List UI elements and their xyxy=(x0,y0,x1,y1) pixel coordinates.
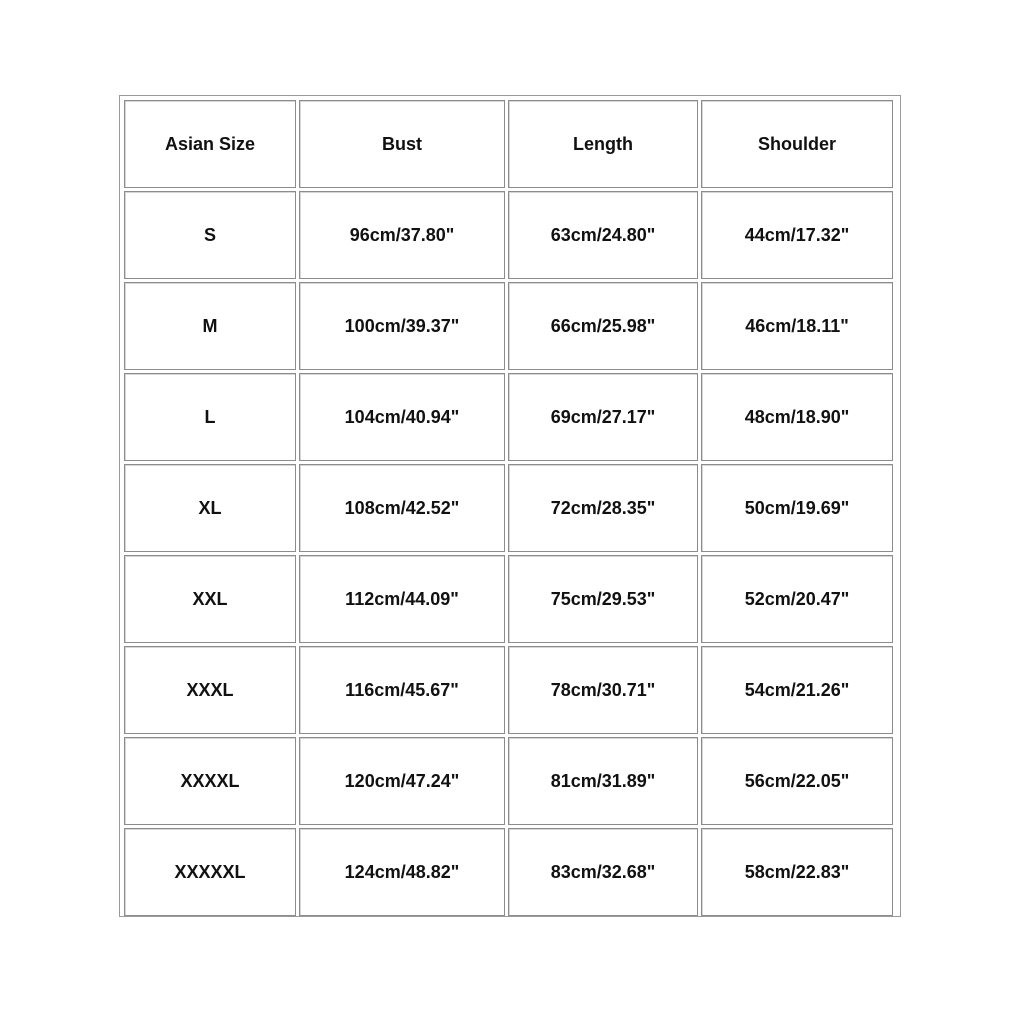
bust-cell: 112cm/44.09" xyxy=(299,555,505,643)
length-cell: 81cm/31.89" xyxy=(508,737,698,825)
bust-cell: 96cm/37.80" xyxy=(299,191,505,279)
table-row xyxy=(124,373,893,461)
size-cell: XXXL xyxy=(124,646,296,734)
bust-cell: 104cm/40.94" xyxy=(299,373,505,461)
length-cell: 66cm/25.98" xyxy=(508,282,698,370)
length-cell: 83cm/32.68" xyxy=(508,828,698,916)
length-cell: 75cm/29.53" xyxy=(508,555,698,643)
size-cell: S xyxy=(124,191,296,279)
size-table xyxy=(121,97,896,919)
table-row xyxy=(124,464,893,552)
bust-cell: 100cm/39.37" xyxy=(299,282,505,370)
header-shoulder: Shoulder xyxy=(701,100,893,188)
table-row xyxy=(124,737,893,825)
size-cell: M xyxy=(124,282,296,370)
table-row xyxy=(124,191,893,279)
shoulder-cell: 46cm/18.11" xyxy=(701,282,893,370)
shoulder-cell: 44cm/17.32" xyxy=(701,191,893,279)
size-chart xyxy=(119,95,901,917)
size-cell: XL xyxy=(124,464,296,552)
header-length: Length xyxy=(508,100,698,188)
size-cell: XXXXXL xyxy=(124,828,296,916)
bust-cell: 108cm/42.52" xyxy=(299,464,505,552)
shoulder-cell: 50cm/19.69" xyxy=(701,464,893,552)
header-asian-size: Asian Size xyxy=(124,100,296,188)
size-cell: L xyxy=(124,373,296,461)
length-cell: 69cm/27.17" xyxy=(508,373,698,461)
header-bust: Bust xyxy=(299,100,505,188)
length-cell: 72cm/28.35" xyxy=(508,464,698,552)
length-cell: 63cm/24.80" xyxy=(508,191,698,279)
table-row xyxy=(124,282,893,370)
bust-cell: 116cm/45.67" xyxy=(299,646,505,734)
shoulder-cell: 54cm/21.26" xyxy=(701,646,893,734)
shoulder-cell: 48cm/18.90" xyxy=(701,373,893,461)
size-cell: XXXXL xyxy=(124,737,296,825)
table-row xyxy=(124,828,893,916)
size-cell: XXL xyxy=(124,555,296,643)
shoulder-cell: 52cm/20.47" xyxy=(701,555,893,643)
bust-cell: 120cm/47.24" xyxy=(299,737,505,825)
table-row xyxy=(124,646,893,734)
bust-cell: 124cm/48.82" xyxy=(299,828,505,916)
length-cell: 78cm/30.71" xyxy=(508,646,698,734)
header-row xyxy=(124,100,893,188)
shoulder-cell: 58cm/22.83" xyxy=(701,828,893,916)
shoulder-cell: 56cm/22.05" xyxy=(701,737,893,825)
table-row xyxy=(124,555,893,643)
